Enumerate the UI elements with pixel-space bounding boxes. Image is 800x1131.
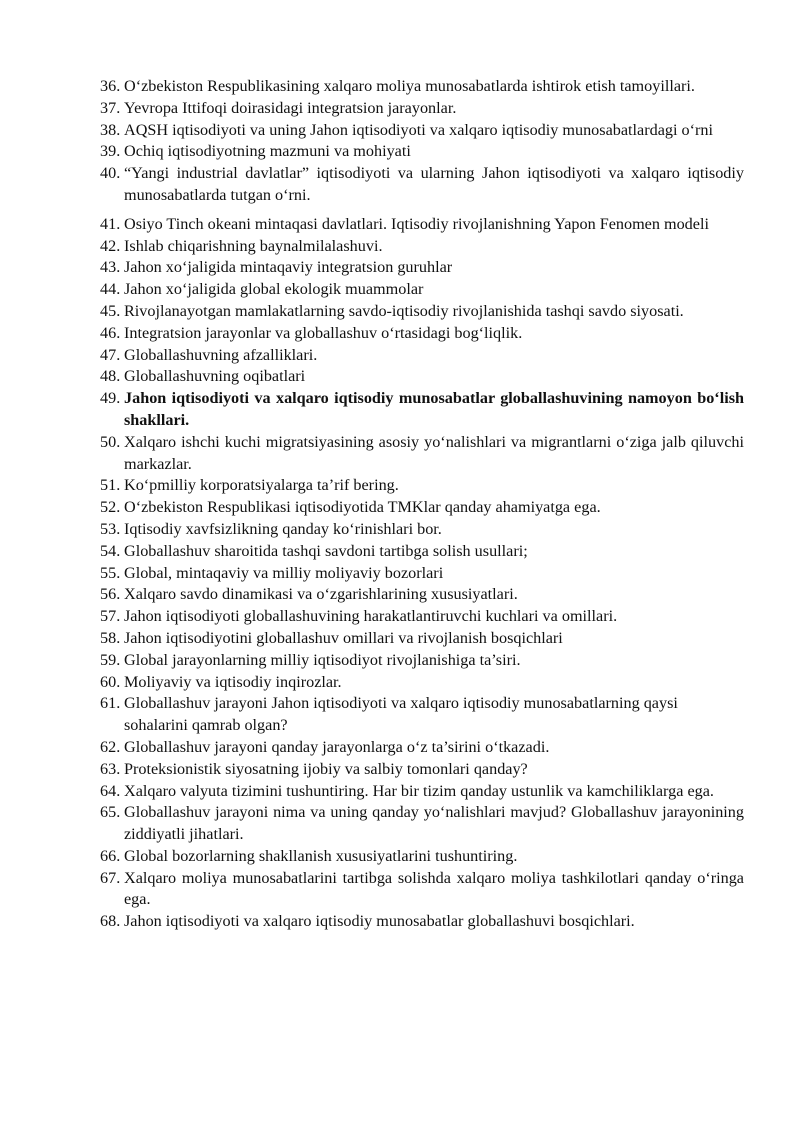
item-number: 43. <box>100 258 121 277</box>
item-number: 58. <box>100 628 121 647</box>
item-number: 59. <box>100 650 121 669</box>
item-number: 68. <box>100 912 121 931</box>
list-item <box>100 141 744 163</box>
item-number: 50. <box>100 432 121 451</box>
item-number: 64. <box>100 781 121 800</box>
item-text: Moliyaviy va iqtisodiy inqirozlar. <box>124 672 342 691</box>
list-item <box>100 98 744 120</box>
item-text: Globallashuv jarayoni Jahon iqtisodiyoti va xalqaro iqtisodiy munosabatlarning qaysi sohalarini qamrab olgan? <box>124 694 678 735</box>
item-number: 63. <box>100 759 121 778</box>
item-number: 56. <box>100 585 121 604</box>
item-number: 36. <box>100 77 121 95</box>
item-text: Globallashuv jarayoni qanday jarayonlarga o‘z ta’sirini o‘tkazadi. <box>124 737 550 756</box>
item-text: Xalqaro savdo dinamikasi va o‘zgarishlarining xususiyatlari. <box>124 585 518 604</box>
item-number: 46. <box>100 323 121 342</box>
item-number: 37. <box>100 98 121 117</box>
item-number: 57. <box>100 607 121 626</box>
item-number: 53. <box>100 519 121 538</box>
item-number: 60. <box>100 672 121 691</box>
item-text: Proteksionistik siyosatning ijobiy va salbiy tomonlari qanday? <box>124 759 528 778</box>
list-item <box>100 475 744 497</box>
list-item <box>100 497 744 519</box>
list-item <box>100 120 744 142</box>
item-text: Ishlab chiqarishning baynalmilalashuvi. <box>124 236 383 255</box>
list-item <box>100 519 744 541</box>
item-text: Integratsion jarayonlar va globallashuv o‘rtasidagi bog‘liqlik. <box>124 323 523 342</box>
list-item <box>100 257 744 279</box>
item-number: 44. <box>100 280 121 299</box>
list-item <box>100 781 744 803</box>
list-item <box>100 650 744 672</box>
item-number: 39. <box>100 142 121 161</box>
list-item <box>100 301 744 323</box>
item-number: 41. <box>100 214 121 233</box>
list-item <box>100 584 744 606</box>
item-text: Jahon xo‘jaligida mintaqaviy integratsion guruhlar <box>124 258 453 277</box>
item-text: Xalqaro ishchi kuchi migratsiyasining asosiy yo‘nalishlari va migrantlarni o‘ziga jalb qiluvchi markazlar. <box>124 432 744 473</box>
item-text: Ko‘pmilliy korporatsiyalarga ta’rif bering. <box>124 476 399 495</box>
list-item <box>100 737 744 759</box>
item-number: 61. <box>100 694 121 713</box>
item-number: 62. <box>100 737 121 756</box>
list-item <box>100 541 744 563</box>
item-number: 38. <box>100 120 121 139</box>
item-text: Iqtisodiy xavfsizlikning qanday ko‘rinishlari bor. <box>124 519 442 538</box>
list-item <box>100 345 744 367</box>
list-item <box>100 628 744 650</box>
item-text: Jahon iqtisodiyoti va xalqaro iqtisodiy munosabatlar globallashuvining namoyon bo‘lish shakllari. <box>124 389 744 429</box>
item-number: 51. <box>100 476 121 495</box>
item-text: Global, mintaqaviy va milliy moliyaviy bozorlari <box>124 563 444 582</box>
list-item <box>100 693 744 737</box>
item-text: AQSH iqtisodiyoti va uning Jahon iqtisodiyoti va xalqaro iqtisodiy munosabatlardagi o‘rni <box>124 120 713 139</box>
list-item <box>100 802 744 846</box>
item-number: 65. <box>100 803 121 822</box>
item-number: 42. <box>100 236 121 255</box>
item-text: Rivojlanayotgan mamlakatlarning savdo-iqtisodiy rivojlanishida tashqi savdo siyosati. <box>124 301 684 320</box>
item-number: 52. <box>100 498 121 517</box>
item-number: 45. <box>100 301 121 320</box>
item-text: “Yangi industrial davlatlar” iqtisodiyoti va ularning Jahon iqtisodiyoti va xalqaro iqtisodiy munosabatlarda tutgan o‘rni. <box>124 164 744 204</box>
item-text: Xalqaro moliya munosabatlarini tartibga solishda xalqaro moliya tashkilotlari qanday o‘ringa ega. <box>124 868 744 909</box>
item-text: O‘zbekiston Respublikasining xalqaro moliya munosabatlarda ishtirok etish tamoyillari. <box>124 77 695 95</box>
list-item <box>100 432 744 476</box>
question-list <box>100 76 744 933</box>
item-text: Jahon iqtisodiyoti va xalqaro iqtisodiy munosabatlar globallashuvi bosqichlari. <box>124 912 635 931</box>
item-number: 49. <box>100 389 121 408</box>
item-number: 54. <box>100 541 121 560</box>
item-text: Globallashuv sharoitida tashqi savdoni tartibga solish usullari; <box>124 541 528 560</box>
list-item <box>100 388 744 432</box>
item-number: 47. <box>100 345 121 364</box>
item-text: Global bozorlarning shakllanish xususiyatlarini tushuntiring. <box>124 846 518 865</box>
list-item <box>100 236 744 258</box>
list-item <box>100 759 744 781</box>
item-text: Osiyo Tinch okeani mintaqasi davlatlari. Iqtisodiy rivojlanishning Yapon Fenomen modeli <box>124 214 709 233</box>
item-number: 40. <box>100 164 121 183</box>
item-text: Xalqaro valyuta tizimini tushuntiring. Har bir tizim qanday ustunlik va kamchiliklarga ega. <box>124 781 714 800</box>
item-number: 48. <box>100 367 121 386</box>
item-text: O‘zbekiston Respublikasi iqtisodiyotida TMKlar qanday ahamiyatga ega. <box>124 498 601 517</box>
list-item <box>100 279 744 301</box>
item-number: 55. <box>100 563 121 582</box>
list-item <box>100 911 744 933</box>
item-number: 67. <box>100 868 121 887</box>
list-item <box>100 606 744 628</box>
item-number: 66. <box>100 846 121 865</box>
item-text: Globallashuvning oqibatlari <box>124 367 306 386</box>
item-text: Yevropa Ittifoqi doirasidagi integratsion jarayonlar. <box>124 98 457 117</box>
list-item <box>100 672 744 694</box>
item-text: Jahon iqtisodiyoti globallashuvining harakatlantiruvchi kuchlari va omillari. <box>124 607 618 626</box>
list-item <box>100 846 744 868</box>
item-text: Jahon iqtisodiyotini globallashuv omillari va rivojlanish bosqichlari <box>124 628 563 647</box>
item-text: Globallashuv jarayoni nima va uning qanday yo‘nalishlari mavjud? Globallashuv jarayonining ziddiyatli jihatlari. <box>124 803 744 844</box>
list-item <box>100 323 744 345</box>
list-item <box>100 76 744 98</box>
item-text: Ochiq iqtisodiyotning mazmuni va mohiyati <box>124 142 411 161</box>
item-text: Global jarayonlarning milliy iqtisodiyot rivojlanishiga ta’siri. <box>124 650 521 669</box>
list-item <box>100 563 744 585</box>
item-text: Jahon xo‘jaligida global ekologik muammolar <box>124 280 424 299</box>
list-item <box>100 366 744 388</box>
item-text: Globallashuvning afzalliklari. <box>124 345 318 364</box>
list-item <box>100 868 744 912</box>
list-item <box>100 163 744 207</box>
list-item <box>100 214 744 236</box>
